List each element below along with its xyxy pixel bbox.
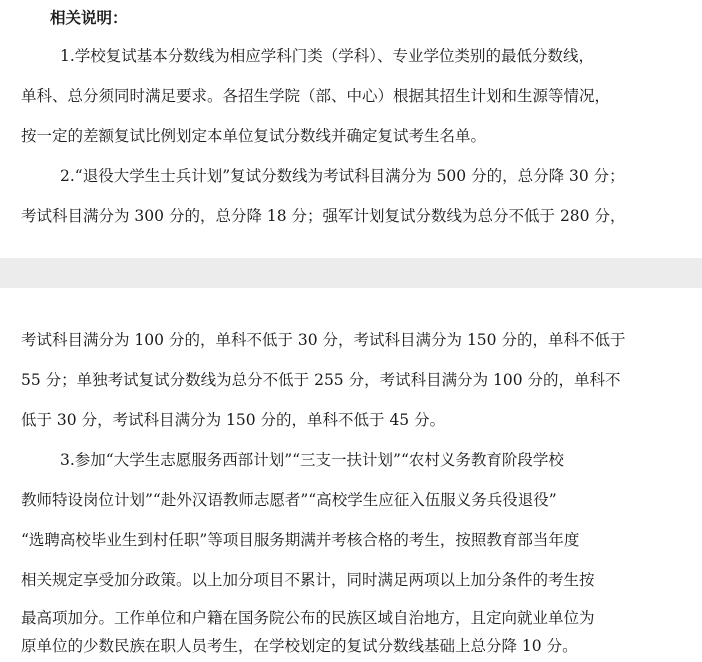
- paragraph-2-line-3: 考试科目满分为 100 分的，单科不低于 30 分，考试科目满分为 150 分的，单科不低于: [21, 331, 626, 349]
- paragraph-3-line-3: “选聘高校毕业生到村任职”等项目服务期满并考核合格的考生，按照教育部当年度: [21, 531, 580, 549]
- paragraph-3-line-1: 3.参加“大学生志愿服务西部计划”“三支一扶计划”“农村义务教育阶段学校: [60, 451, 564, 469]
- paragraph-2-line-1: 2.“退役大学生士兵计划”复试分数线为考试科目满分为 500 分的，总分降 30 分；: [60, 167, 625, 185]
- paragraph-1-line-2: 单科、总分须同时满足要求。各招生学院（部、中心）根据其招生计划和生源等情况，: [21, 87, 611, 105]
- paragraph-1-line-3: 按一定的差额复试比例划定本单位复试分数线并确定复试考生名单。: [21, 127, 487, 145]
- paragraph-3-line-5: 最高项加分。工作单位和户籍在国务院公布的民族区域自治地方，且定向就业单位为: [21, 609, 595, 627]
- paragraph-3-line-4: 相关规定享受加分政策。以上加分项目不累计，同时满足两项以上加分条件的考生按: [21, 571, 595, 589]
- paragraph-2-line-2: 考试科目满分为 300 分的，总分降 18 分；强军计划复试分数线为总分不低于 280 分，: [21, 207, 626, 225]
- paragraph-3-line-6: 原单位的少数民族在职人员考生，在学校划定的复试分数线基础上总分降 10 分。: [21, 637, 578, 655]
- paragraph-1-line-1: 1.学校复试基本分数线为相应学科门类（学科）、专业学位类别的最低分数线，: [60, 47, 595, 65]
- paragraph-3-line-2: 教师特设岗位计划”“赴外汉语教师志愿者”“高校学生应征入伍服义务兵役退役”: [21, 491, 557, 509]
- paragraph-2-line-5: 低于 30 分，考试科目满分为 150 分的，单科不低于 45 分。: [21, 411, 446, 429]
- section-heading: 相关说明：: [50, 9, 128, 27]
- page-break-gap: [0, 258, 702, 288]
- paragraph-2-line-4: 55 分；单独考试复试分数线为总分不低于 255 分，考试科目满分为 100 分的，单科不: [21, 371, 621, 389]
